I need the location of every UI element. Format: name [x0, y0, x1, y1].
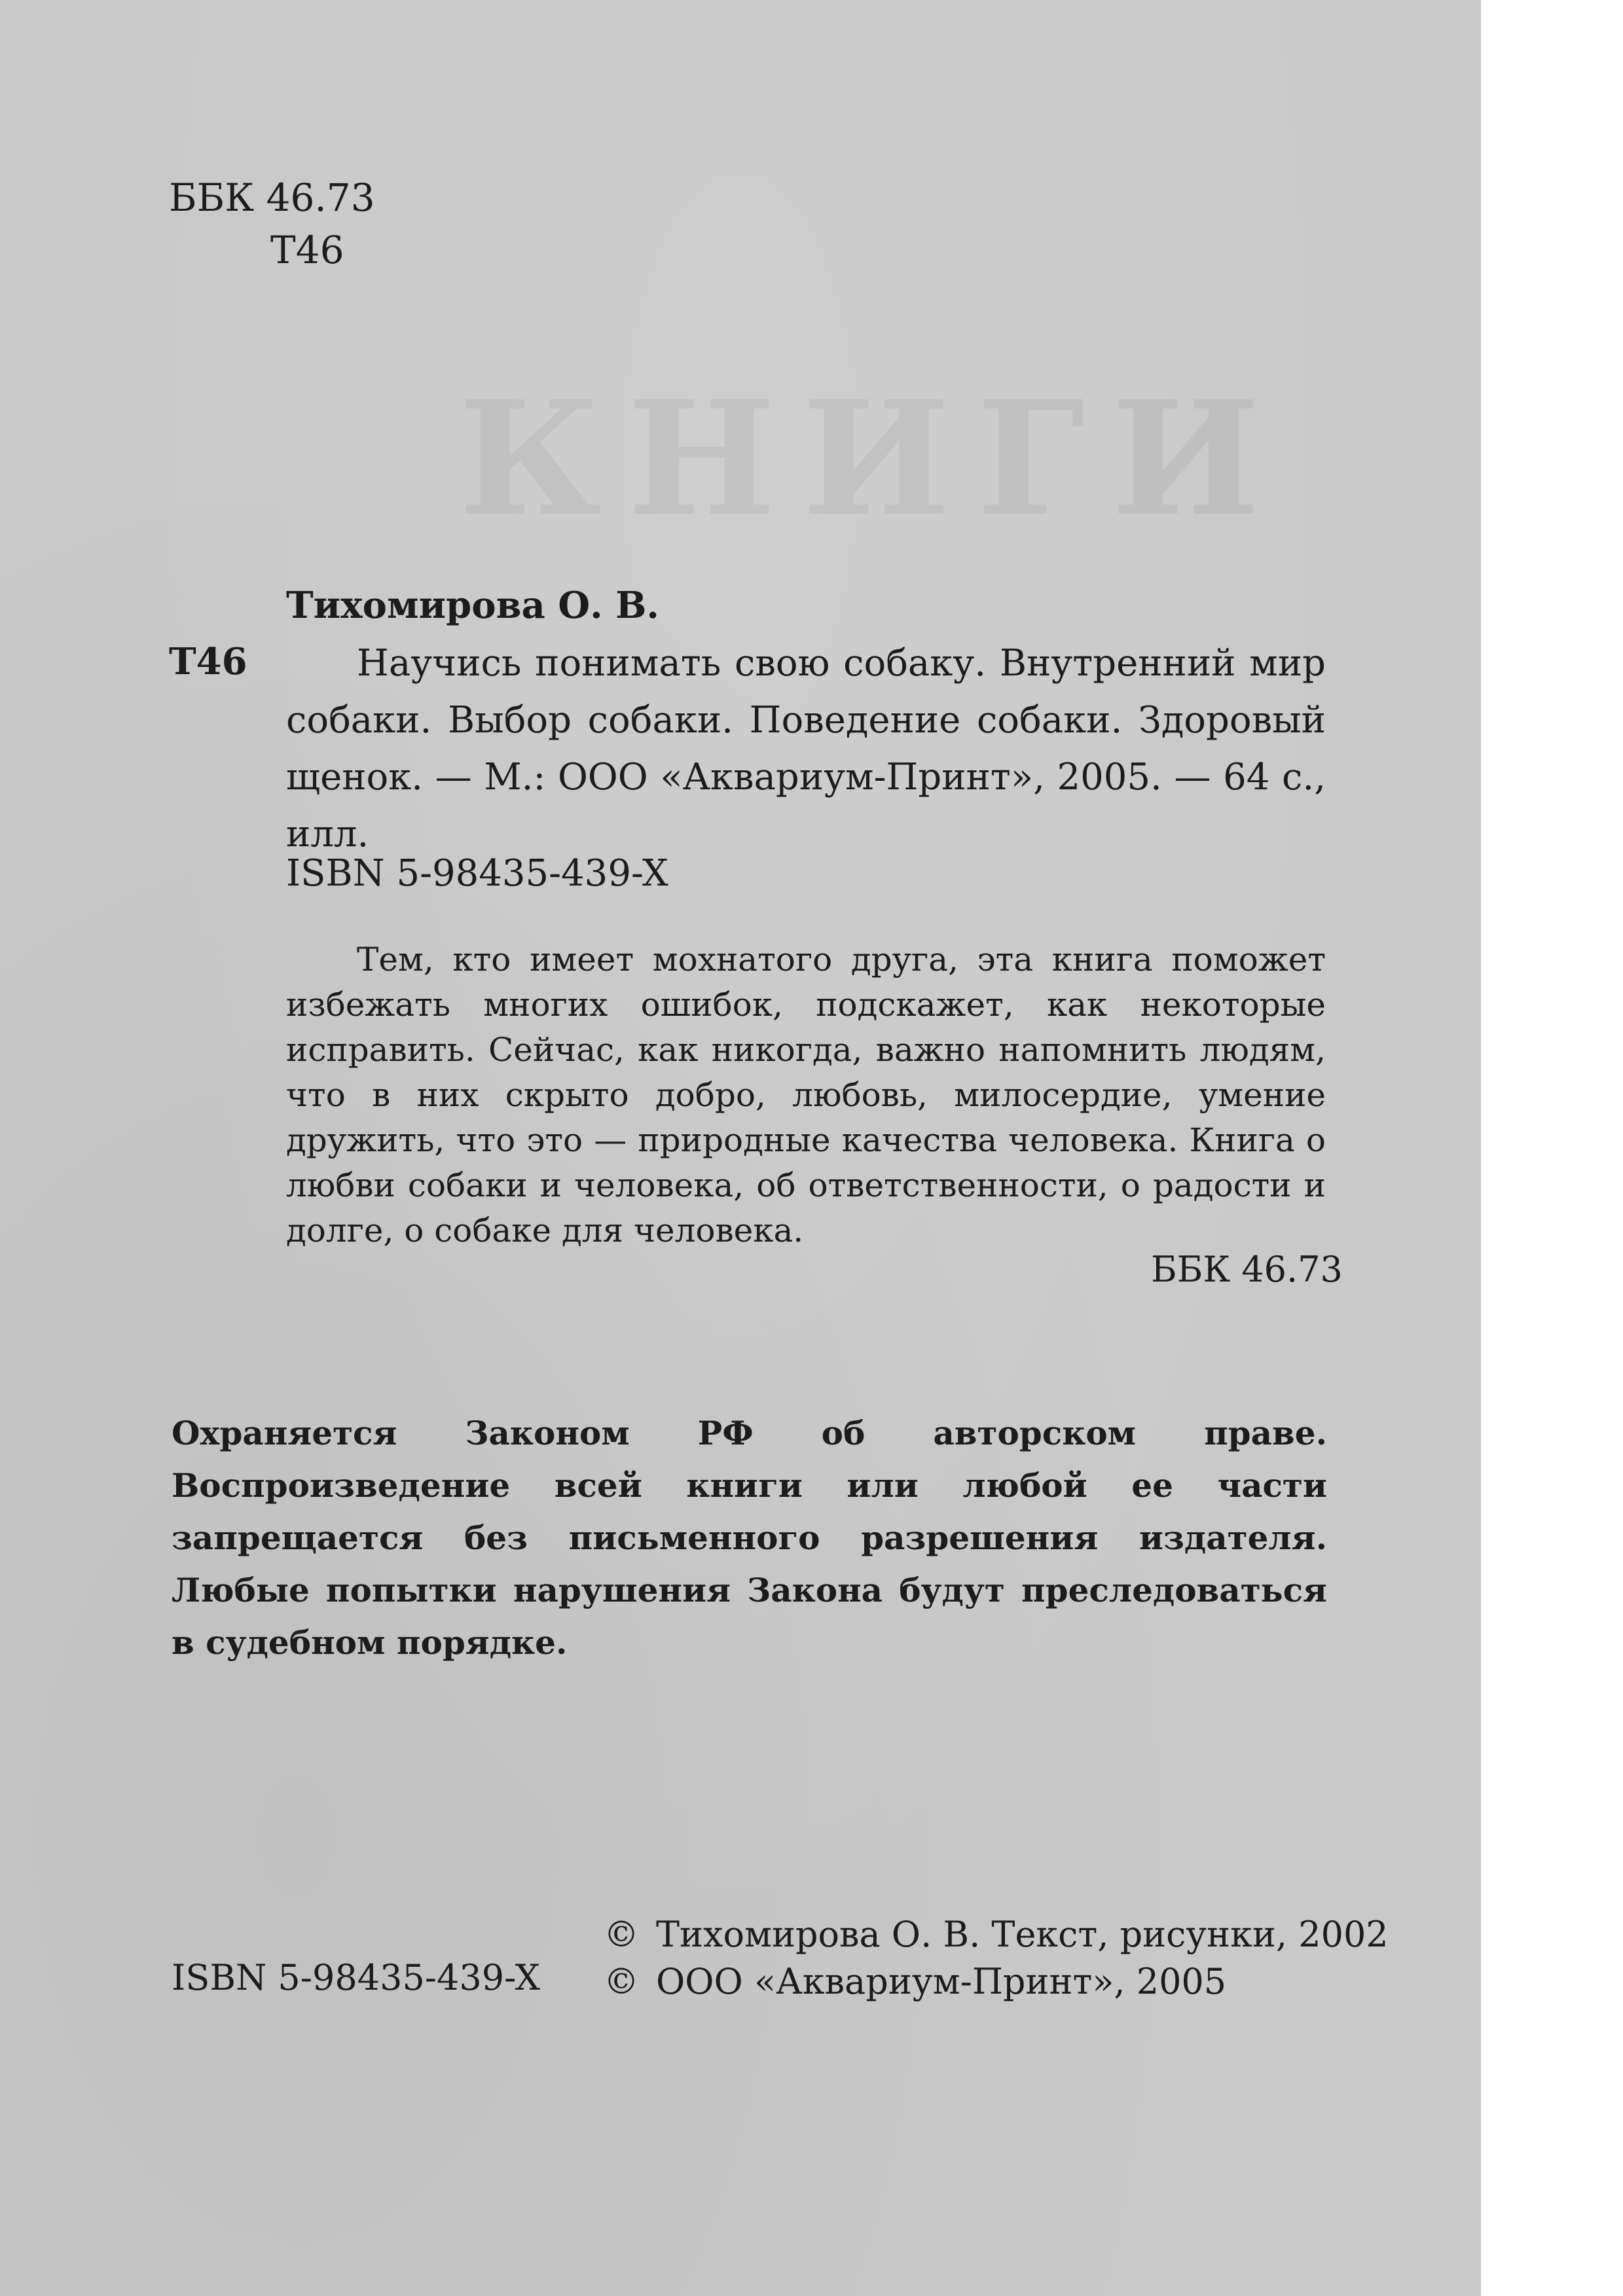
- bibliographic-description: Научись понимать свою собаку. Внутренний мир собаки. Выбор собаки. Поведение собаки. Здоровый щенок. — М.: ООО «Аквариум-Принт», 2005. — 64 с., илл.: [286, 642, 1326, 855]
- bbk-code-bottom: ББК 46.73: [1151, 1249, 1343, 1290]
- isbn-main: ISBN 5-98435-439-X: [286, 852, 668, 895]
- cutter-code-side: Т46: [169, 640, 247, 683]
- copyright-line-author: [604, 1911, 1389, 1958]
- isbn-bottom: ISBN 5-98435-439-X: [172, 1957, 540, 1998]
- author-name: Тихомирова О. В.: [286, 584, 659, 627]
- show-through-watermark: КНИГИ: [458, 367, 1286, 551]
- copyright-sign: ©: [604, 1961, 639, 2002]
- annotation-text: Тем, кто имеет мохнатого друга, эта книга поможет избежать многих ошибок, подскажет, как некоторые исправить. Сейчас, как никогда, важно напомнить людям, что в них скрыто добро, любовь, милосердие, умение дружить, что это — природные качества человека. Книга о любви собаки и человека, об ответственности, о радости и долге, о собаке для человека.: [286, 941, 1326, 1249]
- cutter-code: Т46: [270, 228, 344, 272]
- copyright-notice: Охраняется Законом РФ об авторском праве. Воспроизведение всей книги или любой ее части запрещается без письменного разрешения издателя. Любые попытки нарушения Закона будут преследоваться в судебном порядке.: [172, 1414, 1327, 1662]
- bbk-header: [169, 171, 375, 276]
- copyright-lines: [604, 1911, 1389, 2005]
- copyright-text: Тихомирова О. В. Текст, рисунки, 2002: [656, 1914, 1389, 1955]
- bbk-code: ББК 46.73: [169, 175, 375, 220]
- copyright-sign: ©: [604, 1914, 639, 1955]
- copyright-text: ООО «Аквариум-Принт», 2005: [656, 1961, 1227, 2002]
- copyright-line-publisher: [604, 1958, 1389, 2005]
